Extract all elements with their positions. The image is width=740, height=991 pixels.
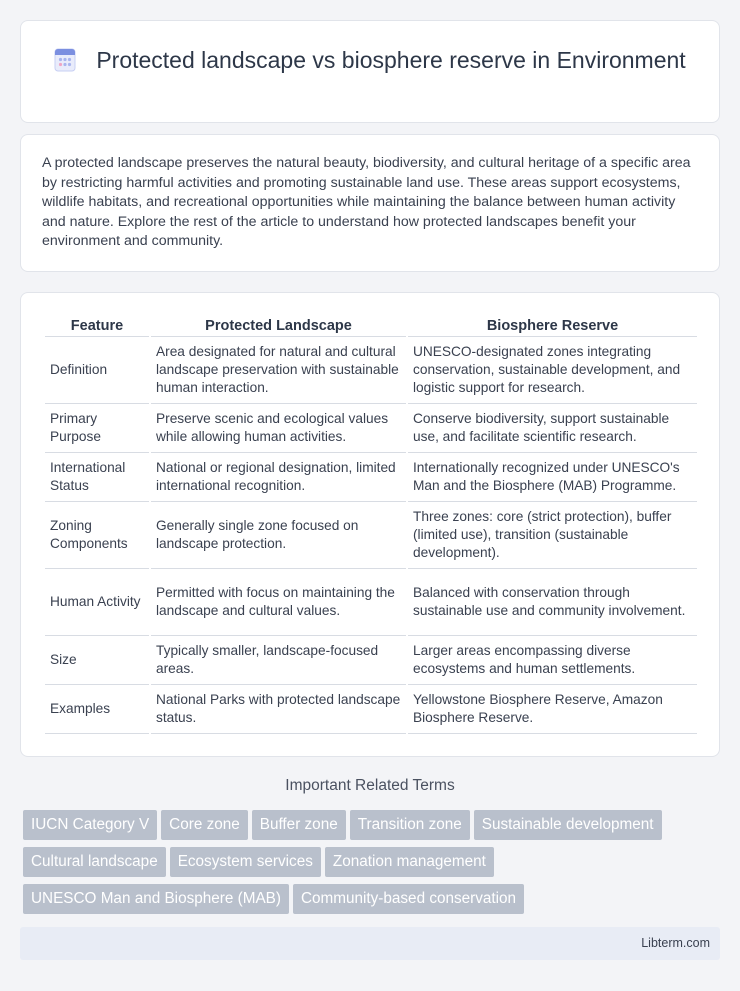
feature-cell: Zoning Components bbox=[45, 502, 149, 569]
footer-bar bbox=[20, 927, 720, 960]
header-biosphere-reserve: Biosphere Reserve bbox=[408, 315, 697, 337]
protected-landscape-cell: Area designated for natural and cultural landscape preservation with sustainable human interaction. bbox=[151, 337, 406, 404]
biosphere-reserve-cell: Three zones: core (strict protection), buffer (limited use), transition (sustainable development). bbox=[408, 502, 697, 569]
intro-card bbox=[20, 134, 720, 272]
biosphere-reserve-cell: Conserve biodiversity, support sustainable use, and facilitate scientific research. bbox=[408, 404, 697, 453]
protected-landscape-cell: Generally single zone focused on landscape protection. bbox=[151, 502, 406, 569]
table-row bbox=[45, 685, 697, 734]
protected-landscape-cell: Typically smaller, landscape-focused areas. bbox=[151, 636, 406, 685]
feature-cell: Definition bbox=[45, 337, 149, 404]
header-feature: Feature bbox=[45, 315, 149, 337]
tag-cultural-landscape[interactable]: Cultural landscape bbox=[23, 847, 166, 877]
table-header-row bbox=[45, 315, 697, 337]
protected-landscape-cell: Permitted with focus on maintaining the landscape and cultural values. bbox=[151, 569, 406, 636]
table-row bbox=[45, 636, 697, 685]
table-row bbox=[45, 404, 697, 453]
biosphere-reserve-cell: Internationally recognized under UNESCO's Man and the Biosphere (MAB) Programme. bbox=[408, 453, 697, 502]
biosphere-reserve-cell: Balanced with conservation through sustainable use and community involvement. bbox=[408, 569, 697, 636]
protected-landscape-cell: National or regional designation, limited international recognition. bbox=[151, 453, 406, 502]
table-row bbox=[45, 453, 697, 502]
tag-iucn-category-v[interactable]: IUCN Category V bbox=[23, 810, 157, 840]
related-terms-heading: Important Related Terms bbox=[285, 777, 455, 794]
feature-cell: Human Activity bbox=[45, 569, 149, 636]
table-row bbox=[45, 569, 697, 636]
document-icon bbox=[54, 48, 76, 72]
protected-landscape-cell: Preserve scenic and ecological values while allowing human activities. bbox=[151, 404, 406, 453]
biosphere-reserve-cell: UNESCO-designated zones integrating conservation, sustainable development, and logistic support for research. bbox=[408, 337, 697, 404]
protected-landscape-cell: National Parks with protected landscape status. bbox=[151, 685, 406, 734]
table-row bbox=[45, 337, 697, 404]
feature-cell: Size bbox=[45, 636, 149, 685]
header-protected-landscape: Protected Landscape bbox=[151, 315, 406, 337]
feature-cell: Primary Purpose bbox=[45, 404, 149, 453]
page-title-wrap bbox=[51, 45, 689, 75]
table-row bbox=[45, 502, 697, 569]
tag-buffer-zone[interactable]: Buffer zone bbox=[252, 810, 346, 840]
tag-zonation-management[interactable]: Zonation management bbox=[325, 847, 494, 877]
tag-unesco-mab[interactable]: UNESCO Man and Biosphere (MAB) bbox=[23, 884, 289, 914]
feature-cell: Examples bbox=[45, 685, 149, 734]
page-title: Protected landscape vs biosphere reserve in Environment bbox=[96, 47, 686, 73]
feature-cell: International Status bbox=[45, 453, 149, 502]
footer-site-link[interactable]: Libterm.com bbox=[641, 936, 710, 950]
tag-core-zone[interactable]: Core zone bbox=[161, 810, 248, 840]
tag-transition-zone[interactable]: Transition zone bbox=[350, 810, 470, 840]
related-terms-tags bbox=[23, 810, 703, 921]
tag-ecosystem-services[interactable]: Ecosystem services bbox=[170, 847, 321, 877]
tag-community-based-conservation[interactable]: Community-based conservation bbox=[293, 884, 524, 914]
tag-sustainable-development[interactable]: Sustainable development bbox=[474, 810, 662, 840]
comparison-table-card bbox=[20, 292, 720, 757]
biosphere-reserve-cell: Yellowstone Biosphere Reserve, Amazon Biosphere Reserve. bbox=[408, 685, 697, 734]
header-card bbox=[20, 20, 720, 123]
comparison-table bbox=[43, 315, 699, 734]
biosphere-reserve-cell: Larger areas encompassing diverse ecosystems and human settlements. bbox=[408, 636, 697, 685]
intro-paragraph: A protected landscape preserves the natural beauty, biodiversity, and cultural heritage of a specific area by restricting harmful activities and promoting sustainable land use. These areas support ecosystems, wildlife habitats, and recreational opportunities while maintaining the balance between human activity and nature. Explore the rest of the article to understand how protected landscapes benefit your environment and community. bbox=[42, 155, 691, 250]
